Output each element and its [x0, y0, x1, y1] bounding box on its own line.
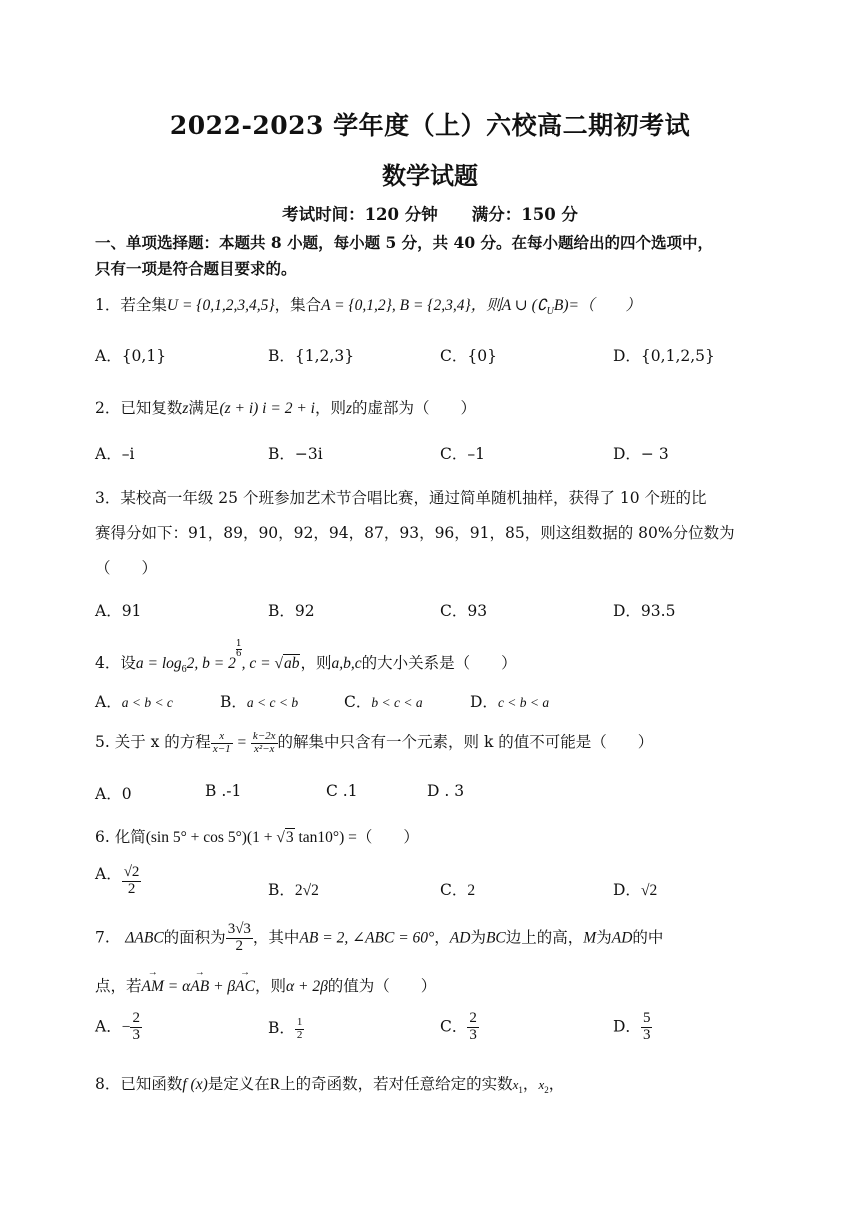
q2-text-end: 的虚部为（ ） — [352, 399, 477, 417]
q7-option-a-sign: − — [121, 1018, 131, 1036]
q7-text-c: ， — [434, 928, 450, 947]
question-5 — [95, 730, 775, 755]
q7-option-d-fraction — [641, 1011, 653, 1044]
q1-option-d: D．{0,1,2,5} — [613, 347, 715, 365]
q4-log-base: 6 — [181, 664, 187, 676]
q4-option-d-label: D． — [470, 693, 498, 711]
q6-radicand: 3 — [285, 829, 294, 846]
q7-area-num: 3√3 — [227, 921, 251, 937]
q5-fraction-right — [251, 731, 278, 755]
q4-option-a — [95, 690, 173, 712]
q2-text: 2．已知复数 — [95, 399, 183, 417]
q1-text: 1．若全集 — [95, 296, 167, 314]
q4-option-a-label: A． — [95, 693, 122, 711]
q2-option-d: D．− 3 — [613, 445, 669, 463]
q5-option-b: B .-1 — [205, 782, 242, 800]
exam-score: 满分：150 分 — [471, 205, 578, 224]
question-7-line2 — [95, 974, 775, 996]
q4-text: 4．设 — [95, 654, 136, 672]
q7-optA-den: 3 — [132, 1026, 140, 1043]
q6-option-d-value: √2 — [640, 882, 658, 899]
q1-subscript: U — [546, 306, 554, 318]
q7-optD-num: 5 — [642, 1010, 651, 1026]
q7-point-m: M — [583, 929, 597, 947]
q4-option-d — [470, 690, 549, 712]
q4-option-a-math: a < b < c — [121, 695, 173, 710]
q2-var-z-2: z — [345, 400, 353, 417]
q3-option-d: D．93.5 — [613, 602, 676, 620]
q7-optD-den: 3 — [642, 1026, 651, 1043]
q6-option-a — [95, 862, 141, 898]
exam-time: 考试时间：120 分钟 — [282, 205, 438, 224]
q1-sets: A = {0,1,2}, B = {2,3,4} — [321, 297, 471, 314]
q8-text-end: ， — [548, 1075, 565, 1093]
q8-x1-sub: 1 — [518, 1085, 523, 1096]
q6-option-a-label: A． — [95, 865, 122, 883]
q3-option-a: A．91 — [95, 602, 142, 620]
q5-frac2-den: x²−x — [253, 742, 275, 755]
q8-text-c: 上的奇函数，若对任意给定的实数 — [280, 1075, 513, 1093]
q7-option-a-label: A． — [95, 1017, 122, 1036]
q8-x2-sub: 2 — [544, 1085, 549, 1096]
q6-text: 6. 化简 — [95, 828, 146, 846]
q1-text-mid: ，集合 — [274, 296, 322, 314]
q6-option-b — [268, 878, 319, 900]
q2-text-then: ，则 — [314, 399, 346, 417]
q8-x1: x — [512, 1077, 519, 1092]
q6-expression-b: tan10°) = — [294, 829, 357, 846]
exam-title: 2022-2023 学年度（上）六校高二期初考试 — [169, 111, 691, 140]
q5-frac1-den: x−1 — [212, 742, 231, 755]
q7-triangle: ΔABC — [125, 929, 164, 947]
q2-option-c: C．–1 — [440, 445, 485, 463]
q4-option-b-label: B． — [220, 693, 247, 711]
q7-text-f: 为 — [596, 928, 612, 947]
q4-text-mid: ，则 — [300, 654, 332, 672]
q5-option-a: A．0 — [95, 785, 132, 803]
q5-text: 5. 关于 x 的方程 — [95, 733, 211, 751]
q7-vector-ac: → AC — [235, 978, 255, 996]
q8-text: 8．已知函数 — [95, 1075, 183, 1093]
q7-text-g: 的中 — [632, 928, 664, 947]
q7-eq-b: + β — [209, 978, 236, 995]
q4-option-c — [344, 690, 423, 712]
q6-optA-den: 2 — [127, 881, 136, 897]
q2-option-a: A．–i — [95, 445, 135, 463]
q7-optB-den: 2 — [296, 1028, 303, 1041]
q8-reals: R — [269, 1076, 281, 1093]
q7-seg-ad-2: AD — [611, 929, 633, 947]
q5-option-c: C .1 — [326, 782, 358, 800]
q6-option-a-fraction — [122, 865, 142, 898]
q4-option-b — [220, 690, 298, 712]
exam-info — [0, 201, 860, 225]
q7-vector-ab: → AB — [190, 978, 209, 996]
q2-var-z: z — [182, 400, 189, 417]
q7-option-c-fraction — [467, 1011, 479, 1044]
q3-option-c: C．93 — [440, 602, 488, 620]
question-6: 6. 化简(sin 5° + cos 5°)(1 + √3 tan10°) =（ ） — [95, 828, 419, 846]
q6-option-c-label: C． — [440, 881, 468, 899]
q7-text-b: ，其中 — [252, 928, 300, 947]
q4-option-b-math: a < c < b — [246, 695, 299, 710]
q7-option-c — [440, 1011, 479, 1044]
q7-option-c-label: C． — [440, 1017, 468, 1036]
q4-option-c-label: C． — [344, 693, 372, 711]
question-1 — [95, 293, 775, 317]
question-3-line1: 3．某校高一年级 25 个班参加艺术节合唱比赛，通过简单随机抽样，获得了 10 个班的比 — [95, 489, 707, 507]
question-2 — [95, 396, 775, 418]
q5-frac2-num: k−2x — [252, 729, 276, 742]
q7-text-i: ，则 — [254, 977, 286, 995]
question-3-line3: （ ） — [95, 559, 158, 577]
q7-optC-den: 3 — [469, 1026, 477, 1043]
q2-option-b: B．−3i — [268, 445, 323, 463]
q8-text-b: 是定义在 — [207, 1075, 270, 1093]
q7-area-den: 2 — [235, 937, 244, 954]
q8-function: f (x) — [182, 1076, 208, 1093]
q7-text-e: 边上的高， — [505, 928, 584, 947]
exam-subject: 数学试题 — [382, 161, 478, 190]
q4-expr-b: 2, b = 2 — [186, 655, 236, 672]
q1-expression: ，则A ∪ (∁ — [470, 297, 547, 314]
q1-option-b: B．{1,2,3} — [268, 347, 355, 365]
q5-fraction-left — [211, 731, 233, 755]
q7-num: 7. — [95, 928, 126, 947]
q6-option-b-value: 2√2 — [294, 882, 319, 899]
q7-text-a: 的面积为 — [163, 928, 226, 947]
q7-option-a — [95, 1011, 142, 1044]
question-4: 4．设$a = \log_62$, b = 2 $^{\frac{1}{6}}$ , c = √ab，则a,b,c的大小关系是（ ） — [95, 639, 517, 676]
q4-text-end: 的大小关系是（ ） — [361, 654, 517, 672]
q7-option-d-label: D． — [613, 1017, 641, 1036]
q6-option-c-value: 2 — [467, 882, 476, 899]
q4-expr-a: a = log — [135, 655, 182, 672]
q7-seg-bc: BC — [485, 929, 506, 947]
q7-area-fraction — [226, 922, 253, 955]
q6-optA-num: √2 — [123, 864, 140, 881]
q4-vars: a,b,c — [331, 655, 362, 672]
q4-expr-c: , c = — [241, 655, 275, 672]
q6-text-end: （ ） — [356, 828, 419, 846]
q7-optC-num: 2 — [469, 1010, 477, 1026]
q5-equals: = — [232, 734, 251, 751]
q7-option-b — [268, 1016, 304, 1041]
q8-sep: ， — [522, 1075, 539, 1093]
q5-text-end: 的解集中只含有一个元素，则 k 的值不可能是（ ） — [277, 733, 654, 751]
q7-seg-ad: AD — [449, 929, 471, 947]
q3-option-b: B．92 — [268, 602, 315, 620]
question-3-line2: 赛得分如下：91，89，90，92，94，87，93，96，91，85，则这组数据的 80%分位数为 — [95, 524, 735, 542]
q4-exponent-num: 1 — [235, 639, 242, 649]
q7-optA-num: 2 — [132, 1010, 140, 1026]
section-heading-line1: 一、单项选择题：本题共 8 小题，每小题 5 分，共 40 分。在每小题给出的四个选项中， — [95, 233, 714, 252]
q4-radicand: ab — [283, 655, 300, 672]
q7-eq-a: = α — [163, 978, 191, 995]
q4-exponent-den: 6 — [235, 649, 242, 659]
q6-option-c — [440, 878, 475, 900]
q4-option-c-math: b < c < a — [371, 695, 423, 710]
q5-frac1-num: x — [211, 731, 233, 744]
q7-text-h: 点，若 — [95, 977, 142, 995]
q7-option-b-fraction — [295, 1017, 305, 1041]
q2-equation: (z + i) i = 2 + i — [219, 400, 315, 417]
q8-x2: x — [538, 1077, 545, 1092]
q1-universal-set: U = {0,1,2,3,4,5} — [166, 297, 275, 314]
q1-option-a: A．{0,1} — [95, 347, 167, 365]
q7-optB-num: 1 — [296, 1015, 303, 1028]
q6-option-d — [613, 878, 657, 900]
q7-option-a-fraction — [130, 1011, 142, 1044]
q7-target-expr: α + 2β — [285, 978, 328, 995]
q1-expression-end: B)=（ ） — [553, 297, 641, 314]
q4-option-d-math: c < b < a — [497, 695, 550, 710]
question-8 — [95, 1072, 775, 1095]
question-7-line1 — [95, 922, 785, 955]
q5-option-d: D . 3 — [427, 782, 465, 800]
q6-option-b-label: B． — [268, 881, 295, 899]
q7-option-b-label: B． — [268, 1019, 295, 1037]
q6-option-d-label: D． — [613, 881, 641, 899]
q7-conditions: AB = 2, ∠ABC = 60° — [299, 929, 435, 947]
q7-text-d: 为 — [470, 928, 486, 947]
q7-text-j: 的值为（ ） — [327, 977, 437, 995]
section-heading-line2: 只有一项是符合题目要求的。 — [95, 259, 297, 278]
q7-option-d — [613, 1011, 652, 1044]
q7-vector-am: → AM — [142, 978, 164, 996]
q6-expression-a: (sin 5° + cos 5°)(1 + — [145, 829, 277, 846]
q1-option-c: C．{0} — [440, 347, 497, 365]
q2-text-mid: 满足 — [188, 399, 220, 417]
